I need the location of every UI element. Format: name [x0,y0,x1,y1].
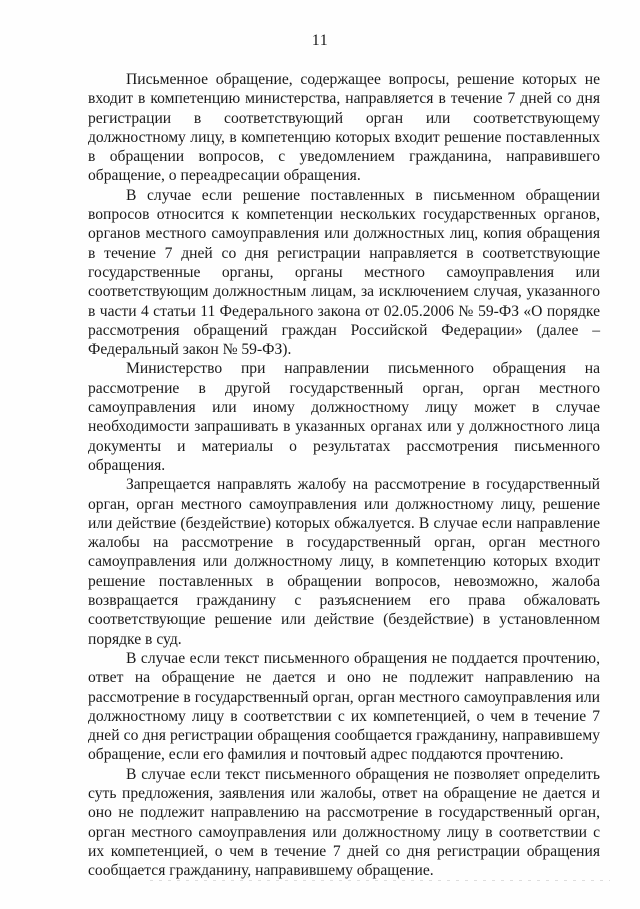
paragraph-multiple-authorities: В случае если решение поставленных в письменном обращении вопросов относится к компетенции нескольких государственных органов, органов местного самоуправления или должностных лиц, копия обращения в течение 7 дней со дня регистрации направляется в соответствующие государственные органы, органы местного самоуправления или соответствующим должностным лицам, за исключением случая, указанного в части 4 статьи 11 Федерального закона от 02.05.2006 № 59-ФЗ «О порядке рассмотрения обращений граждан Российской Федерации» (далее – Федеральный закон № 59-ФЗ). [88,186,600,359]
scan-artifact [150,880,610,881]
paragraph-undefined-essence: В случае если текст письменного обращения не позволяет определить суть предложения, заявления или жалобы, ответ на обращение не дается и оно не подлежит направлению на рассмотрение в государственный орган, орган местного самоуправления или должностному лицу в соответствии с их компетенцией, о чем в течение 7 дней со дня регистрации обращения сообщается гражданину, направившему обращение. [88,765,600,880]
paragraph-readdressing: Письменное обращение, содержащее вопросы, решение которых не входит в компетенцию министерства, направляется в течение 7 дней со дня регистрации в соответствующий орган или соответствующему должностному лицу, в компетенцию которых входит решение поставленных в обращении вопросов, с уведомлением гражданина, направившего обращение, о переадресации обращения. [88,71,600,185]
paragraph-complaint-prohibition: Запрещается направлять жалобу на рассмотрение в государственный орган, орган местного самоуправления или должностному лицу, решение или действие (бездействие) которых обжалуется. В случае если направление жалобы на рассмотрение в государственный орган, орган местного самоуправления или должностному лицу, в компетенцию которых входит решение поставленных в обращении вопросов, невозможно, жалоба возвращается гражданину с разъяснением его права обжаловать соответствующие решение или действие (бездействие) в установленном порядке в суд. [88,476,600,648]
document-body [88,70,600,880]
paragraph-ministry-requests: Министерство при направлении письменного обращения на рассмотрение в другой государственный орган, орган местного самоуправления или иному должностному лицу может в случае необходимости запрашивать в указанных органах или у должностного лица документы и материалы о результатах рассмотрения письменного обращения. [88,360,600,474]
page-number: 11 [311,32,329,49]
paragraph-illegible-text: В случае если текст письменного обращения не поддается прочтению, ответ на обращение не дается и оно не подлежит направлению на рассмотрение в государственный орган, орган местного самоуправления или должностному лицу в соответствии с их компетенцией, о чем в течение 7 дней со дня регистрации обращения сообщается гражданину, направившему обращение, если его фамилия и почтовый адрес поддаются прочтению. [88,649,600,764]
